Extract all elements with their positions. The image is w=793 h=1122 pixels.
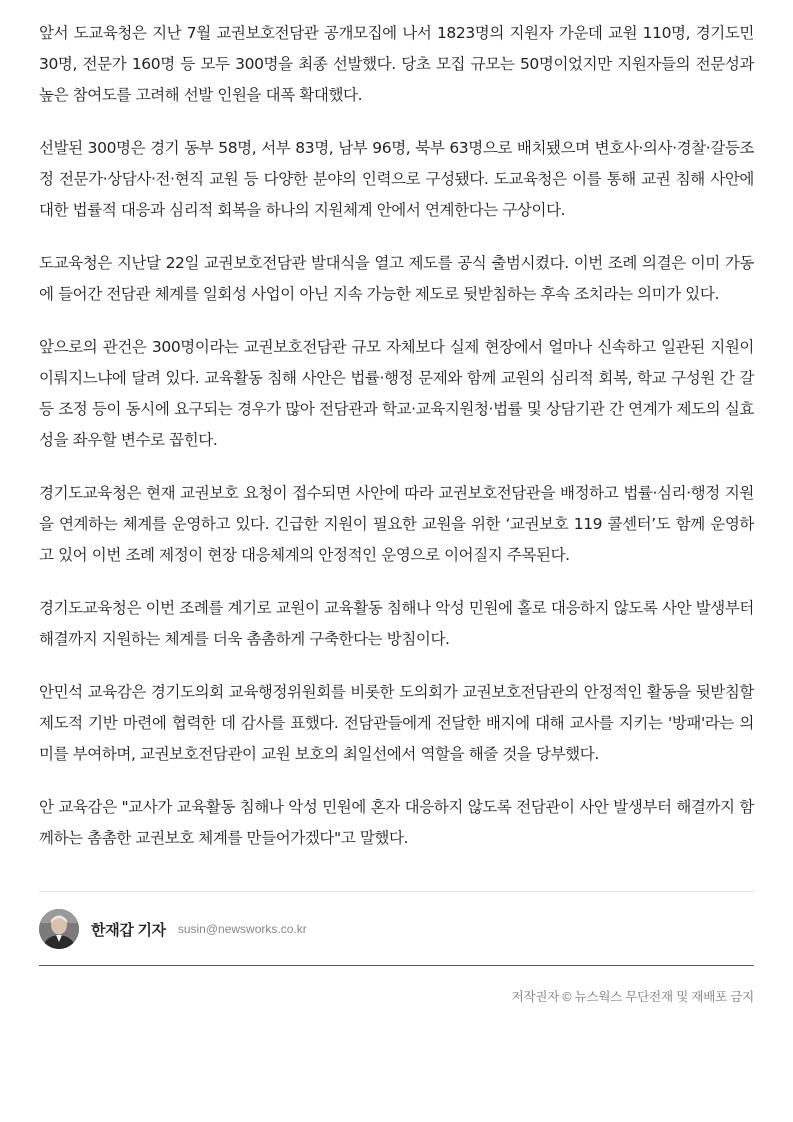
- byline-bottom-divider: [39, 965, 754, 966]
- reporter-byline: [39, 908, 754, 950]
- reporter-avatar[interactable]: [39, 909, 79, 949]
- reporter-photo-icon: [39, 909, 79, 949]
- article-paragraph: 안 교육감은 "교사가 교육활동 침해나 악성 민원에 혼자 대응하지 않도록 전담관이 사안 발생부터 해결까지 함께하는 촘촘한 교권보호 체계를 만들어가겠다"고 말했다.: [39, 798, 754, 847]
- reporter-email[interactable]: susin@newsworks.co.kr: [177, 922, 307, 936]
- article-paragraph: 선발된 300명은 경기 동부 58명, 서부 83명, 남부 96명, 북부 63명으로 배치됐으며 변호사·의사·경찰·갈등조정 전문가·상담사·전·현직 교원 등 다양한 분야의 인력으로 구성됐다. 도교육청은 이를 통해 교권 침해 사안에 대한 법률적 대응과 심리적 회복을 하나의 지원체계 안에서 연계한다는 구상이다.: [39, 139, 754, 219]
- article-paragraph: 앞서 도교육청은 지난 7월 교권보호전담관 공개모집에 나서 1823명의 지원자 가운데 교원 110명, 경기도민 30명, 전문가 160명 등 모두 300명을 최종 선발했다. 당초 모집 규모는 50명이었지만 지원자들의 전문성과 높은 참여도를 고려해 선발 인원을 대폭 확대했다.: [39, 24, 754, 104]
- article-paragraph: 경기도교육청은 이번 조례를 계기로 교원이 교육활동 침해나 악성 민원에 홀로 대응하지 않도록 사안 발생부터 해결까지 지원하는 체계를 더욱 촘촘하게 구축한다는 방침이다.: [39, 599, 754, 648]
- reporter-name[interactable]: 한재갑 기자: [91, 921, 166, 939]
- article-paragraph: 앞으로의 관건은 300명이라는 교권보호전담관 규모 자체보다 실제 현장에서 얼마나 신속하고 일관된 지원이 이뤄지느냐에 달려 있다. 교육활동 침해 사안은 법률·행정 문제와 함께 교원의 심리적 회복, 학교 구성원 간 갈등 조정 등이 동시에 요구되는 경우가 많아 전담관과 학교·교육지원청·법률 및 상담기관 간 연계가 제도의 실효성을 좌우할 변수로 꼽힌다.: [39, 338, 754, 449]
- article-paragraph: 도교육청은 지난달 22일 교권보호전담관 발대식을 열고 제도를 공식 출범시켰다. 이번 조례 의결은 이미 가동에 들어간 전담관 체계를 일회성 사업이 아닌 지속 가능한 제도로 뒷받침하는 후속 조치라는 의미가 있다.: [39, 254, 754, 303]
- article-paragraph: 안민석 교육감은 경기도의회 교육행정위원회를 비롯한 도의회가 교권보호전담관의 안정적인 활동을 뒷받침할 제도적 기반 마련에 협력한 데 감사를 표했다. 전담관들에게 전달한 배지에 대해 교사를 지키는 '방패'라는 의미를 부여하며, 교권보호전담관이 교원 보호의 최일선에서 역할을 해줄 것을 당부했다.: [39, 683, 754, 763]
- copyright-notice: 저작권자 © 뉴스웍스 무단전재 및 재배포 금지: [511, 990, 754, 1004]
- article-body: [39, 18, 754, 876]
- byline-top-divider: [39, 891, 754, 892]
- article-paragraph: 경기도교육청은 현재 교권보호 요청이 접수되면 사안에 따라 교권보호전담관을 배정하고 법률·심리·행정 지원을 연계하는 체계를 운영하고 있다. 긴급한 지원이 필요한 교원을 위한 ‘교권보호 119 콜센터’도 함께 운영하고 있어 이번 조례 제정이 현장 대응체계의 안정적인 운영으로 이어질지 주목된다.: [39, 484, 754, 564]
